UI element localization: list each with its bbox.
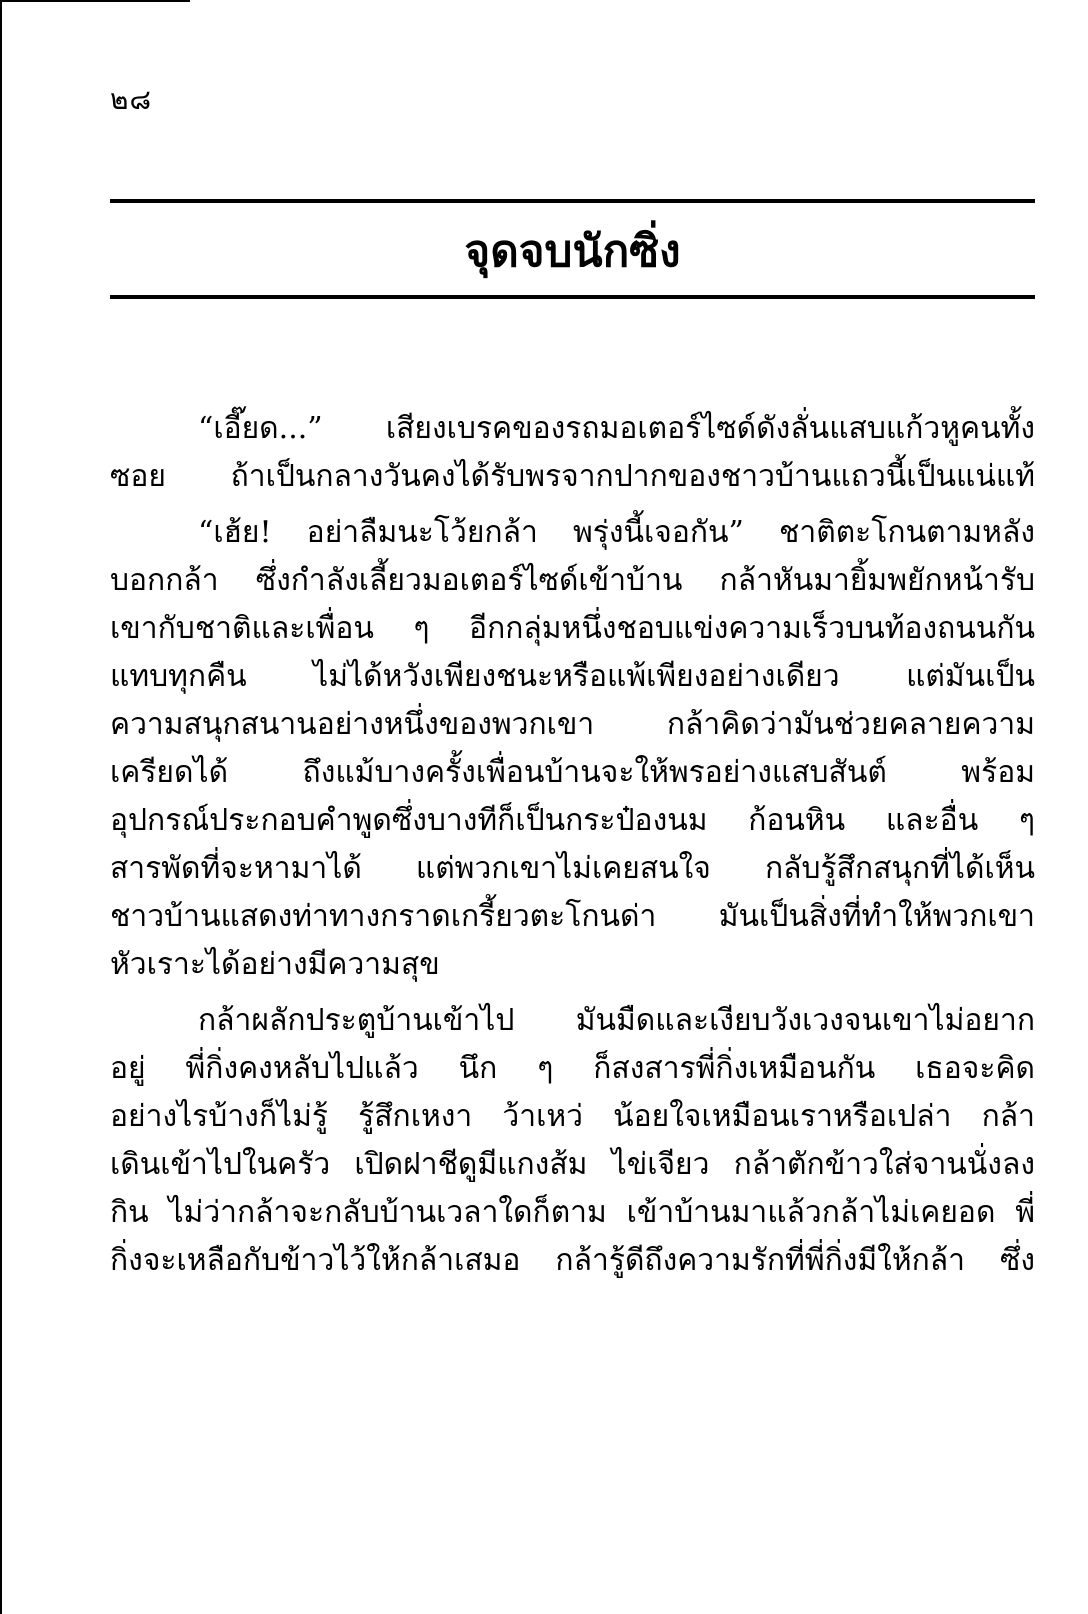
text-line: ชาวบ้านแสดงท่าทางกราดเกรี้ยวตะโกนด่า มันเป็นสิ่งที่ทำให้พวกเขา [110, 899, 1035, 934]
text-line: อุปกรณ์ประกอบคำพูดซึ่งบางทีก็เป็นกระป๋องนม ก้อนหิน และอื่น ๆ [110, 803, 1035, 838]
text-line: สารพัดที่จะหามาได้ แต่พวกเขาไม่เคยสนใจ กลับรู้สึกสนุกที่ได้เห็น [110, 851, 1035, 886]
title-rule-top [110, 199, 1035, 203]
title-rule-bottom [110, 295, 1035, 299]
page-number: ๒๘ [110, 83, 153, 116]
paragraph-3 [110, 997, 1035, 1285]
text-line: ซอย ถ้าเป็นกลางวันคงได้รับพรจากปากของชาวบ้านแถวนี้เป็นแน่แท้ [110, 459, 1035, 494]
text-line: อย่างไรบ้างก็ไม่รู้ รู้สึกเหงา ว้าเหว่ น้อยใจเหมือนเราหรือเปล่า กล้า [110, 1099, 1035, 1134]
text-line: กิ่งจะเหลือกับข้าวไว้ให้กล้าเสมอ กล้ารู้ดีถึงความรักที่พี่กิ่งมีให้กล้า ซึ่ง [110, 1243, 1035, 1278]
scan-edge-left [0, 0, 2, 1614]
text-line: กล้าผลักประตูบ้านเข้าไป มันมืดและเงียบวังเวงจนเขาไม่อยาก [198, 1003, 1035, 1038]
text-line-last: หัวเราะได้อย่างมีความสุข [110, 947, 440, 982]
text-line: บอกกล้า ซึ่งกำลังเลี้ยวมอเตอร์ไซด์เข้าบ้าน กล้าหันมายิ้มพยักหน้ารับ [110, 563, 1035, 598]
text-line: ความสนุกสนานอย่างหนึ่งของพวกเขา กล้าคิดว่ามันช่วยคลายความ [110, 707, 1035, 742]
paragraph-2 [110, 509, 1035, 989]
text-line: กิน ไม่ว่ากล้าจะกลับบ้านเวลาใดก็ตาม เข้าบ้านมาแล้วกล้าไม่เคยอด พี่ [110, 1195, 1035, 1230]
chapter-title: จุดจบนักซิ่ง [464, 226, 681, 277]
text-line: แทบทุกคืน ไม่ได้หวังเพียงชนะหรือแพ้เพียงอย่างเดียว แต่มันเป็น [110, 659, 1035, 694]
text-line: เดินเข้าไปในครัว เปิดฝาชีดูมีแกงส้ม ไข่เจียว กล้าตักข้าวใส่จานนั่งลง [110, 1147, 1035, 1182]
text-line: “เฮ้ย! อย่าลืมนะโว้ยกล้า พรุ่งนี้เจอกัน” ชาติตะโกนตามหลัง [198, 515, 1035, 550]
scan-mark-top [0, 0, 190, 2]
text-line: เครียดได้ ถึงแม้บางครั้งเพื่อนบ้านจะให้พรอย่างแสบสันต์ พร้อม [110, 755, 1035, 790]
paragraph-1 [110, 405, 1035, 501]
text-line: อยู่ พี่กิ่งคงหลับไปแล้ว นึก ๆ ก็สงสารพี่กิ่งเหมือนกัน เธอจะคิด [110, 1051, 1035, 1086]
body-text [110, 405, 1035, 1285]
text-line: “เอี๊ยด...” เสียงเบรคของรถมอเตอร์ไซด์ดังลั่นแสบแก้วหูคนทั้ง [198, 411, 1035, 446]
text-line: เขากับชาติและเพื่อน ๆ อีกกลุ่มหนึ่งชอบแข่งความเร็วบนท้องถนนกัน [110, 611, 1035, 646]
